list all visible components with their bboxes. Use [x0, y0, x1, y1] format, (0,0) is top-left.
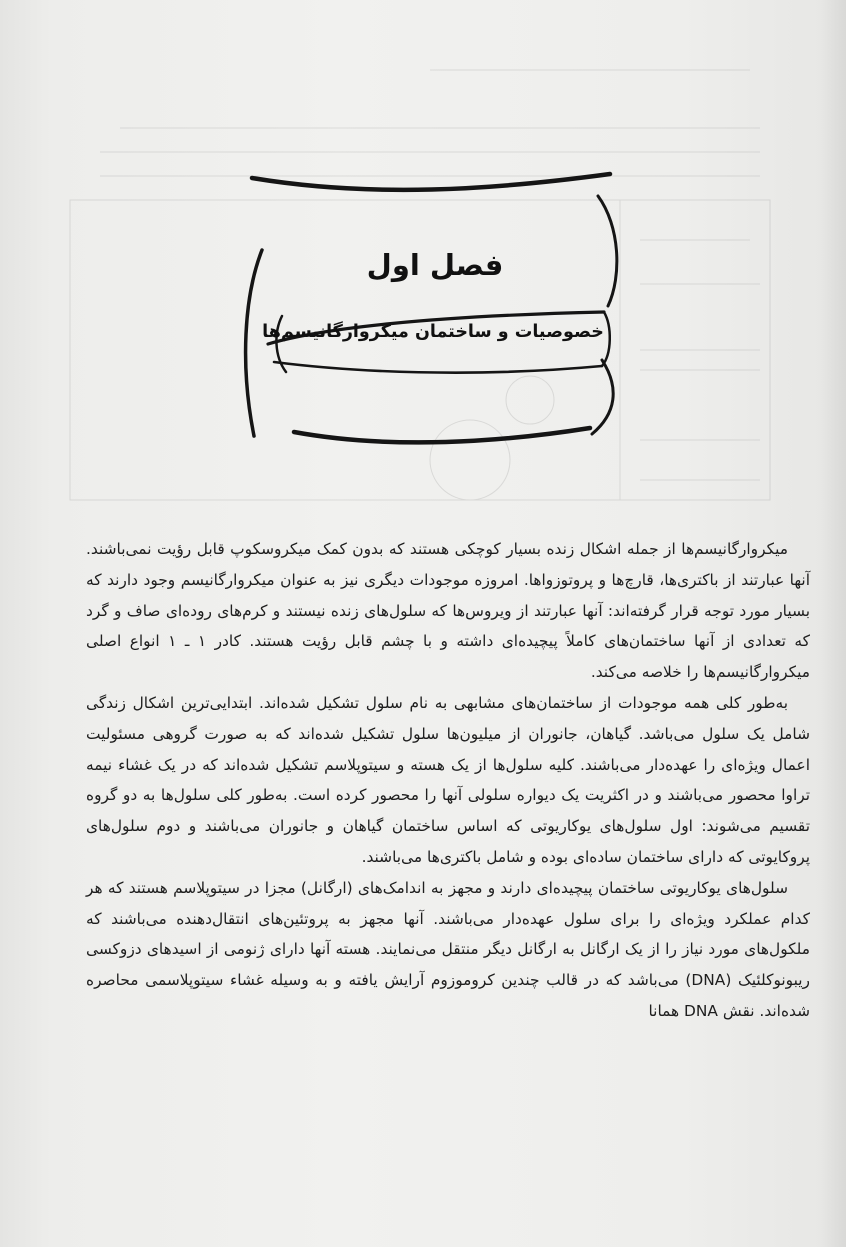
body-text — [86, 534, 810, 1027]
chapter-frame — [232, 166, 632, 456]
paragraph-1: میکروارگانیسم‌ها از جمله اشکال زنده بسیار کوچکی هستند که بدون کمک میکروسکوپ قابل رؤیت نمی‌باشند. آنها عبارتند از باکتری‌ها، قارچ‌ها و پروتوزواها. امروزه موجودات دیگری نیز به عنوان میکروارگانیسم وجود دارند که بسیار مورد توجه قرار گرفته‌اند: آنها عبارتند از ویروس‌ها که سلول‌های زنده نیستند و کرم‌های روده‌ای صاف و گرد که تعدادی از آنها ساختمان‌های کاملاً پیچیده‌ای داشته و با چشم قابل رؤیت هستند. کادر ۱ ـ ۱ انواع اصلی میکروارگانیسم‌ها را خلاصه می‌کند. — [86, 540, 810, 682]
page-edge-shadow — [820, 0, 846, 1247]
chapter-subtitle: خصوصیات و ساختمان میکروارگانیسم‌ها — [262, 322, 604, 342]
paragraph-2: به‌طور کلی همه موجودات از ساختمان‌های مشابهی به نام سلول تشکیل شده‌اند. ابتدایی‌ترین اشکال زندگی شامل یک سلول می‌باشد. گیاهان، جانوران از میلیون‌ها سلول تشکیل شده‌اند که به صورت گروهی مسئولیت اعمال ویژه‌ای را عهده‌دار می‌باشند. کلیه سلول‌ها از یک هسته و سیتوپلاسم تشکیل شده‌اند که در یک غشاء نیمه تراوا محصور می‌باشند و در اکثریت یک دیواره سلولی آنها را محصور کرده است. به‌طور کلی سلول‌ها به دو گروه تقسیم می‌شوند: اول سلول‌های یوکاریوتی که اساس ساختمان گیاهان و جانوران می‌باشند و دوم سلول‌های پروکایوتی که دارای ساختمان ساده‌ای بوده و شامل باکتری‌ها می‌باشند. — [86, 693, 810, 866]
chapter-title: فصل اول — [366, 248, 504, 282]
paragraph-3: سلول‌های یوکاریوتی ساختمان پیچیده‌ای دارند و مجهز به اندامک‌های (ارگانل) مجزا در سیتوپلاسم هستند که هر کدام عملکرد ویژه‌ای را برای سلول عهده‌دار می‌باشند. آنها مجهز به پروتئین‌های انتقال‌دهنده می‌باشند که ملکول‌های مورد نیاز را از یک ارگانل به ارگانل دیگر منتقل می‌نمایند. هسته آنها دارای ژنومی از اسیدهای دزوکسی ریبونوکلئیک (DNA) می‌باشد که در قالب چندین کروموزوم آرایش یافته و به وسیله غشاء سیتوپلاسمی محاصره شده‌اند. نقش DNA همانا — [86, 878, 810, 1020]
